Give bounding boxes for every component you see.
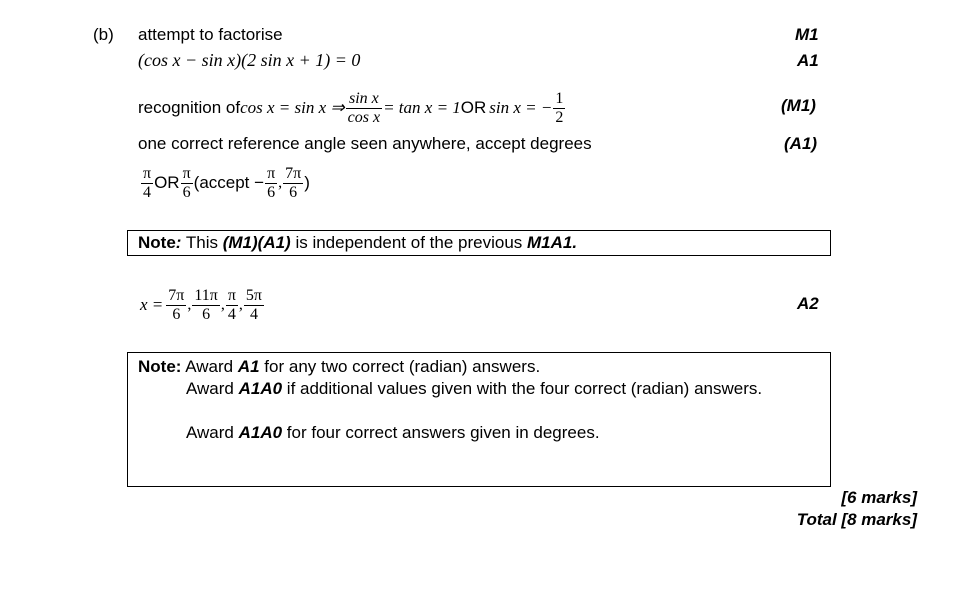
fraction-numerator: π (267, 164, 276, 182)
note-award-mark: A1A0 (238, 379, 283, 398)
note-label: Note: (138, 357, 182, 376)
fraction-denominator: 6 (265, 183, 277, 202)
note-independence-box (127, 230, 831, 256)
fraction-numerator: 11π (194, 286, 218, 304)
fraction-numerator: 1 (555, 89, 564, 107)
note-award-line-1 (138, 357, 540, 377)
mark-a1-bracketed: (A1) (784, 134, 818, 153)
half-fraction (553, 90, 565, 127)
eleven-pi-over-6-fraction (192, 287, 219, 324)
fraction-numerator: 7π (285, 164, 302, 182)
mark-a1: A1 (797, 51, 819, 70)
mark-a2: A2 (797, 294, 819, 313)
comma-separator: , (238, 296, 243, 313)
note-independence-text (138, 233, 577, 253)
cos-equals-sin: cos x = sin x ⇒ (240, 98, 345, 117)
recognition-line (138, 83, 566, 133)
pi-over-6-fraction (181, 165, 193, 202)
note-award-text: for four correct answers given in degrees. (282, 423, 600, 442)
note-text-1: This (181, 233, 223, 252)
question-marks-total: Total [8 marks] (796, 510, 917, 529)
comma-separator: , (278, 174, 283, 191)
tan-equals-one: = tan x = 1 (383, 98, 461, 117)
fraction-denominator: 6 (166, 305, 186, 324)
fraction-denominator: 4 (244, 305, 264, 324)
seven-pi-over-6-fraction (283, 165, 303, 202)
comma-separator: , (187, 296, 192, 313)
mark-m1: M1 (795, 25, 819, 44)
or-text: OR (154, 173, 180, 192)
seven-pi-over-6-fraction (166, 287, 186, 324)
step-attempt-factorise: attempt to factorise (138, 25, 283, 44)
sin-equals: sin x = − (489, 98, 553, 117)
note-award-box (127, 352, 831, 487)
part-marks-total: [6 marks] (841, 488, 917, 507)
fraction-denominator: cos x (347, 108, 381, 126)
fraction-numerator: 5π (245, 286, 262, 304)
fraction-numerator: sin x (348, 89, 379, 107)
note-label: Note (138, 233, 176, 252)
fraction-denominator: 4 (226, 305, 238, 324)
note-award-text: Award (186, 379, 239, 398)
or-text: OR (460, 98, 487, 117)
reference-angle-text: one correct reference angle seen anywhere, accept degrees (138, 134, 592, 153)
fraction-denominator: 4 (141, 183, 153, 202)
fraction-numerator: π (143, 164, 152, 182)
note-award-text: Award (181, 357, 238, 376)
part-label: (b) (93, 25, 114, 44)
comma-separator: , (220, 296, 225, 313)
x-equals: x = (140, 295, 164, 314)
note-prev-marks: M1A1. (527, 233, 578, 252)
note-colon: : (175, 233, 182, 252)
note-award-mark: A1 (237, 357, 260, 376)
fraction-denominator: 2 (555, 108, 564, 126)
note-award-text: for any two correct (radian) answers. (259, 357, 541, 376)
mark-m1-bracketed: (M1) (781, 96, 816, 115)
fraction-denominator: 6 (283, 183, 303, 202)
five-pi-over-4-fraction (244, 287, 264, 324)
accept-open-text: (accept − (193, 173, 265, 192)
factorised-equation: (cos x − sin x)(2 sin x + 1) = 0 (138, 50, 361, 70)
note-text-2: is independent of the previous (290, 233, 527, 252)
note-award-mark: A1A0 (238, 423, 283, 442)
note-marks-emph: (M1)(A1) (222, 233, 291, 252)
fraction-denominator: 6 (181, 183, 193, 202)
fraction-denominator: 6 (192, 305, 219, 324)
fraction-numerator: π (182, 164, 191, 182)
fraction-numerator: 7π (168, 286, 185, 304)
accept-close-text: ) (304, 173, 310, 192)
solutions-line (140, 279, 265, 331)
note-award-text: if additional values given with the four correct (radian) answers. (282, 379, 763, 398)
pi-over-4-fraction (226, 287, 238, 324)
fraction-numerator: π (227, 286, 236, 304)
pi-over-4-fraction (141, 165, 153, 202)
neg-pi-over-6-fraction (265, 165, 277, 202)
sin-over-cos-fraction (346, 90, 382, 127)
recognition-prefix: recognition of (138, 98, 241, 117)
reference-angles-line (140, 158, 310, 208)
note-award-line-3 (186, 423, 600, 443)
note-award-text: Award (186, 423, 239, 442)
note-award-line-2 (186, 379, 762, 399)
